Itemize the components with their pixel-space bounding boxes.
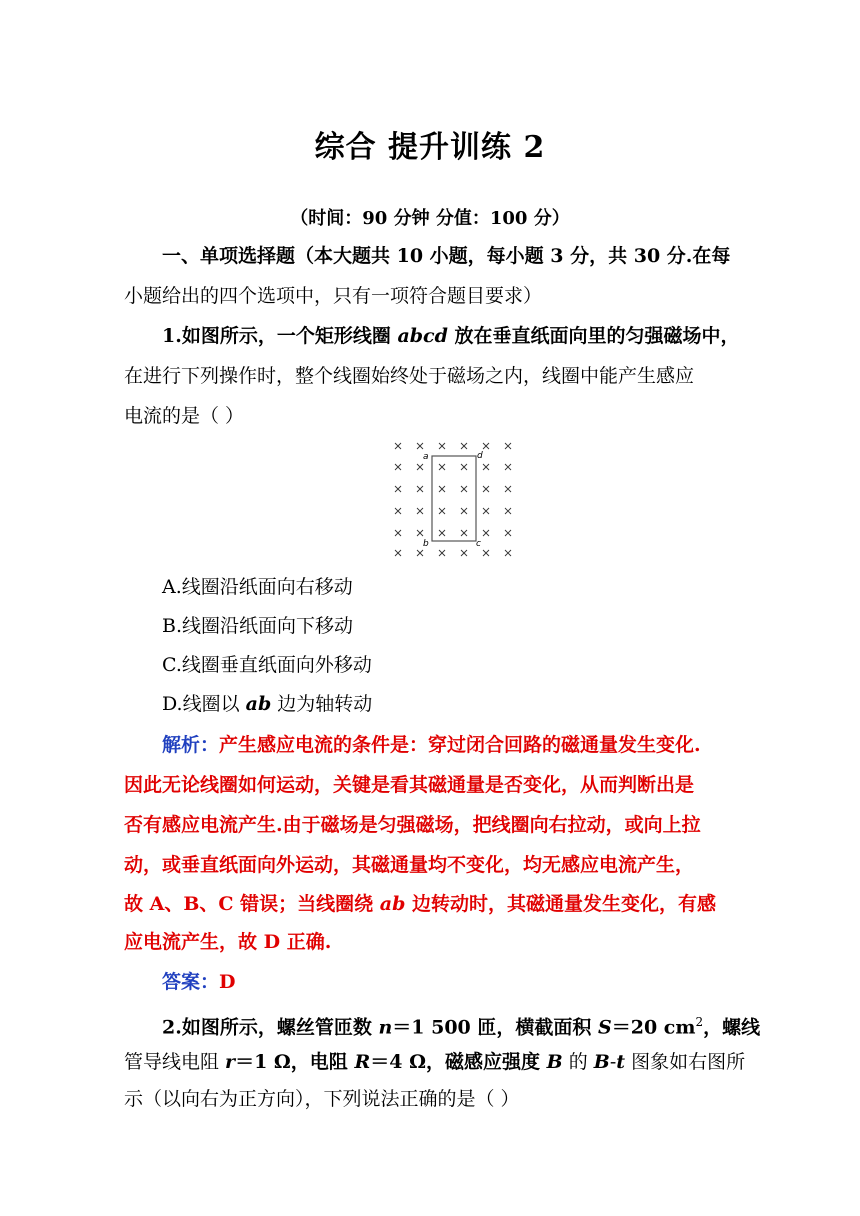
magnetic-field-figure [388,436,516,562]
section-heading: 一、单项选择题 [162,245,296,267]
field-crosses [395,443,511,556]
field-cross-mark [505,443,511,449]
field-cross-mark [439,486,445,492]
field-cross-mark [395,443,401,449]
field-cross-mark [505,508,511,514]
field-cross-mark [439,464,445,470]
section-desc-2: 小题给出的四个选项中，只有一项符合题目要求） [124,285,543,307]
field-cross-mark [439,550,445,556]
q1-analysis-line-6: 应电流产生，故 D 正确. [124,931,332,953]
q1-option-b: B.线圈沿纸面向下移动 [162,615,354,637]
q1-var-ab: ab [245,693,272,715]
answer-label: 答案： [162,971,220,993]
field-cross-mark [417,550,423,556]
field-cross-mark [461,486,467,492]
coil-label-c: c [476,539,481,549]
q1-line-1: 1.如图所示，一个矩形线圈 abcd 放在垂直纸面向里的匀强磁场中， [162,325,740,347]
coil-label-a: a [423,452,429,462]
section-heading-line [162,243,782,269]
field-cross-mark [417,464,423,470]
coil-label-d: d [477,451,483,461]
field-cross-mark [395,508,401,514]
section-desc-1: （本大题共 10 小题，每小题 3 分，共 30 分.在每 [295,245,731,267]
q1-analysis-line-3: 否有感应电流产生.由于磁场是匀强磁场，把线圈向右拉动，或向上拉 [124,814,701,836]
field-cross-mark [461,530,467,536]
field-cross-mark [395,464,401,470]
q1-analysis-line-2: 因此无论线圈如何运动，关键是看其磁通量是否变化，从而判断出是 [124,774,695,796]
coil-label-b: b [423,539,429,549]
field-cross-mark [483,443,489,449]
q1-var-abcd: abcd [397,325,448,347]
field-cross-mark [417,486,423,492]
field-cross-mark [461,464,467,470]
field-cross-mark [483,464,489,470]
q1-line-2: 在进行下列操作时，整个线圈始终处于磁场之内，线圈中能产生感应 [124,365,695,387]
q1-option-d: D.线圈以 ab 边为轴转动 [162,693,373,715]
field-cross-mark [461,443,467,449]
field-cross-mark [483,486,489,492]
field-cross-mark [505,486,511,492]
field-cross-mark [505,464,511,470]
field-cross-mark [505,550,511,556]
field-cross-mark [483,530,489,536]
q1-analysis-line-4: 动，或垂直纸面向外运动，其磁通量均不变化，均无感应电流产生， [124,854,695,876]
q2-line-1: 2.如图所示，螺丝管匝数 n＝1 500 匝，横截面积 S＝20 $cm^2$，螺线 [162,1015,761,1039]
field-cross-mark [395,486,401,492]
q1-line-3: 电流的是（ ） [124,405,245,427]
q2-line-2: 管导线电阻 r＝1 Ω，电阻 R＝4 Ω，磁感应强度 B 的 B-t 图象如右图所 [124,1051,746,1073]
field-cross-mark [417,508,423,514]
field-cross-mark [439,508,445,514]
exam-meta: （时间：90 分钟 分值：100 分） [290,208,570,229]
analysis-label: 解析： [162,734,220,756]
q1-option-c: C.线圈垂直纸面向外移动 [162,654,372,676]
field-cross-mark [395,530,401,536]
field-cross-mark [417,530,423,536]
page-title: 综合 提升训练 2 [314,130,546,165]
field-cross-mark [395,550,401,556]
field-cross-mark [461,550,467,556]
answer-value: D [219,971,236,993]
q1-option-a: A.线圈沿纸面向右移动 [162,576,353,598]
coil-rectangle [432,456,476,541]
q1-answer-line [162,969,782,995]
q2-line-3: 示（以向右为正方向），下列说法正确的是（ ） [124,1088,520,1110]
field-cross-mark [439,443,445,449]
field-cross-mark [483,508,489,514]
q1-analysis-line-5: 故 A、B、C 错误；当线圈绕 ab 边转动时，其磁通量发生变化，有感 [124,893,717,915]
q1-analysis-line-1: 解析：产生感应电流的条件是：穿过闭合回路的磁通量发生变化. [162,734,701,756]
field-cross-mark [483,550,489,556]
field-cross-mark [505,530,511,536]
field-cross-mark [417,443,423,449]
field-cross-mark [461,508,467,514]
field-cross-mark [439,530,445,536]
